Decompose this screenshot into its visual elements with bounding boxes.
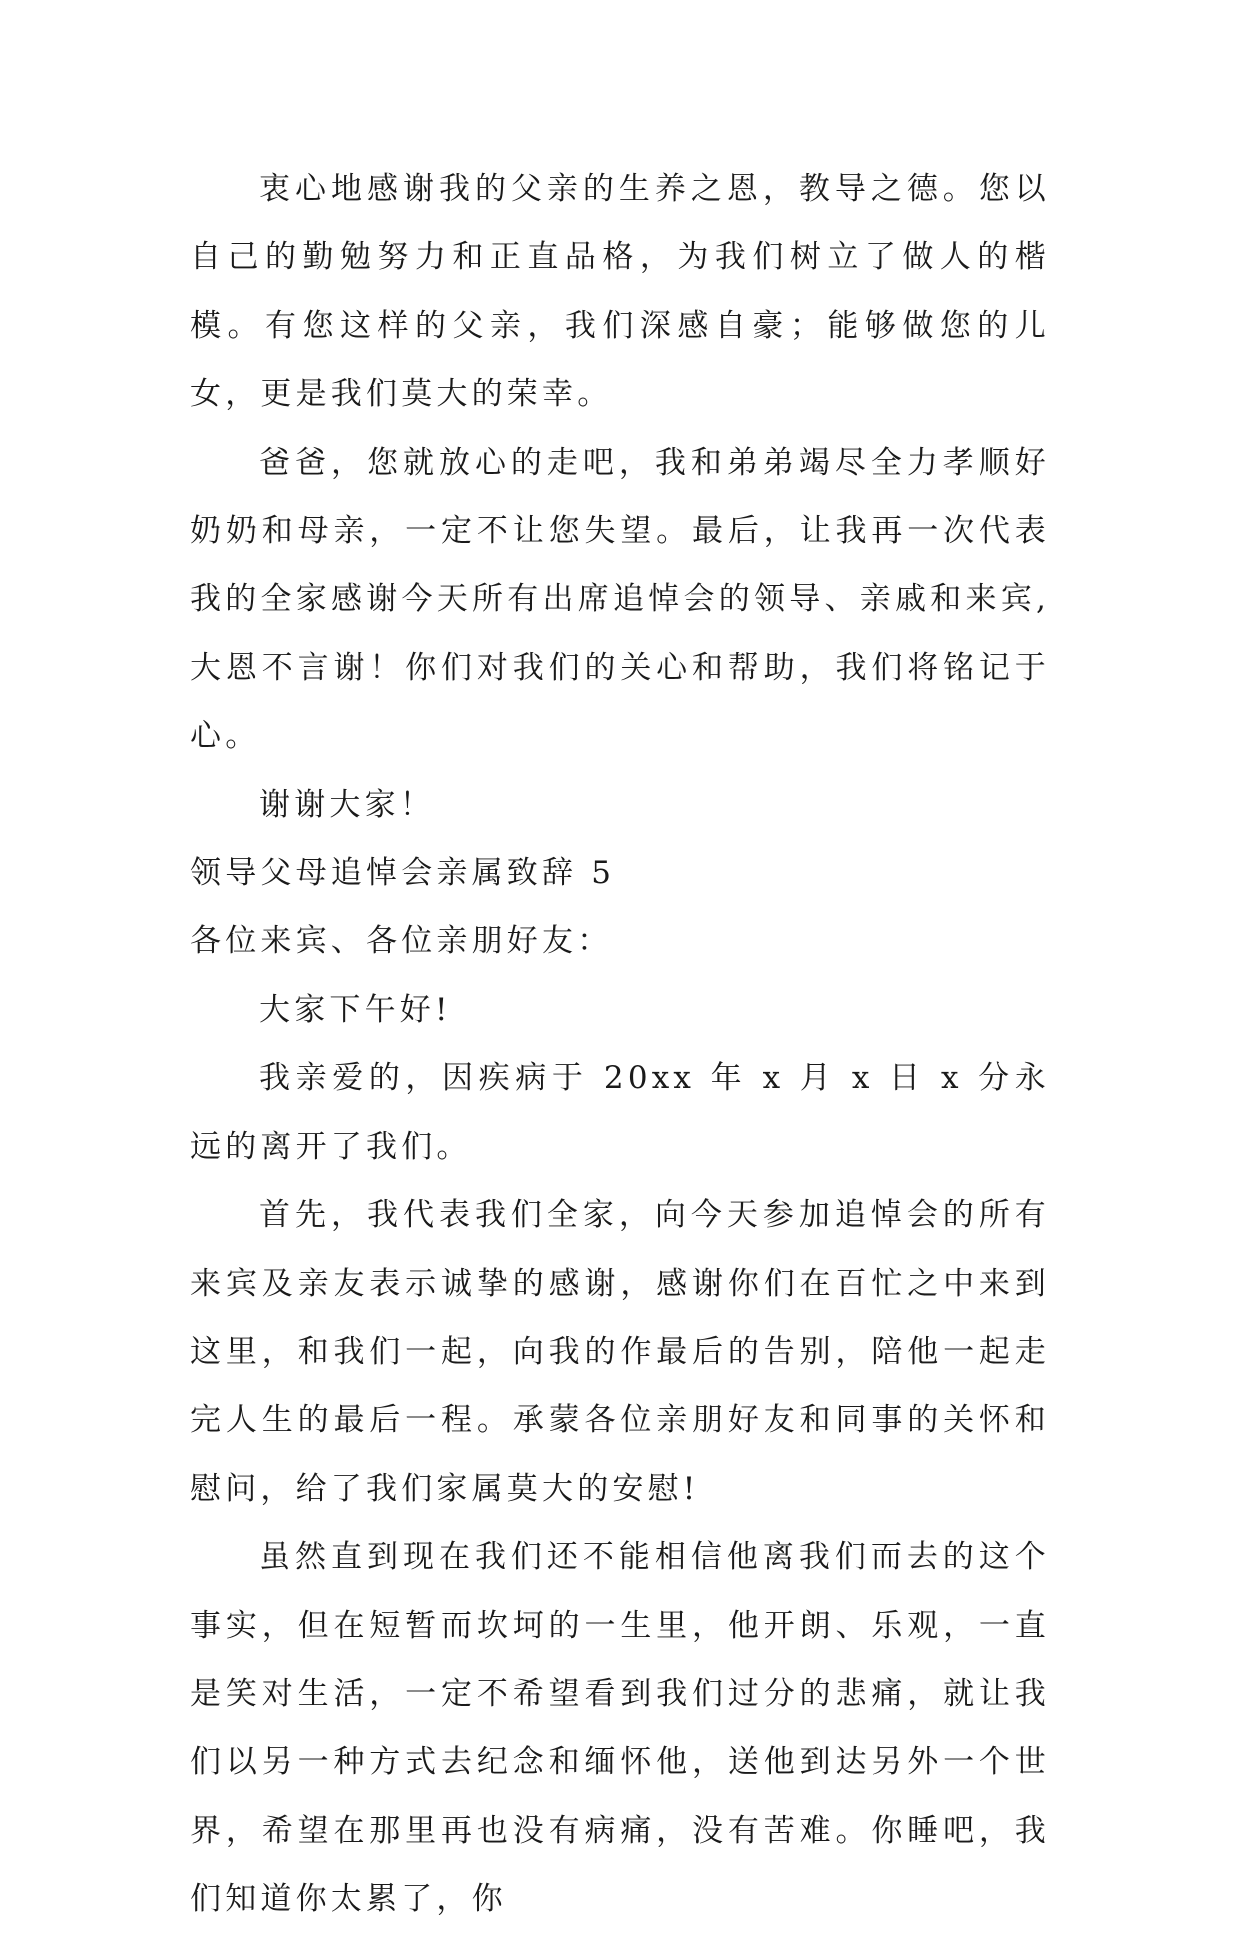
greeting: 大家下午好! (259, 991, 452, 1028)
paragraph-thanks-guests: 首先，我代表我们全家，向今天参加追悼会的所有来宾及亲友表示诚挚的感谢，感谢你们在百忙之中来到这里，和我们一起，向我的作最后的告别，陪他一起走完人生的最后一程。承蒙各位亲朋好友和同事的关怀和慰问，给了我们家属莫大的安慰! (190, 1197, 1050, 1507)
paragraph-farewell-father: 爸爸，您就放心的走吧，我和弟弟竭尽全力孝顺好奶奶和母亲，一定不让您失望。最后，让我再一次代表我的全家感谢今天所有出席追悼会的领导、亲戚和来宾,大恩不言谢！你们对我们的关心和帮助，我们将铭记于心。 (190, 444, 1050, 755)
paragraph-thanks: 谢谢大家！ (259, 786, 435, 823)
document-body (190, 155, 1050, 1934)
paragraph-gratitude-father: 衷心地感谢我的父亲的生养之恩，教导之德。您以自己的勤勉努力和正直品格，为我们树立了做人的楷模。有您这样的父亲，我们深感自豪；能够做您的儿女，更是我们莫大的荣幸。 (190, 171, 1050, 413)
section-heading: 领导父母追悼会亲属致辞 5 (190, 855, 616, 892)
salutation: 各位来宾、各位亲朋好友： (190, 923, 613, 960)
paragraph-remembrance: 虽然直到现在我们还不能相信他离我们而去的这个事实，但在短暂而坎坷的一生里，他开朗、乐观，一直是笑对生活，一定不希望看到我们过分的悲痛，就让我们以另一种方式去纪念和缅怀他，送他到达另外一个世界，希望在那里再也没有病痛，没有苦难。你睡吧，我们知道你太累了，你 (190, 1539, 1050, 1918)
paragraph-announcement: 我亲爱的，因疾病于 20xx 年 x 月 x 日 x 分永远的离开了我们。 (190, 1060, 1050, 1165)
